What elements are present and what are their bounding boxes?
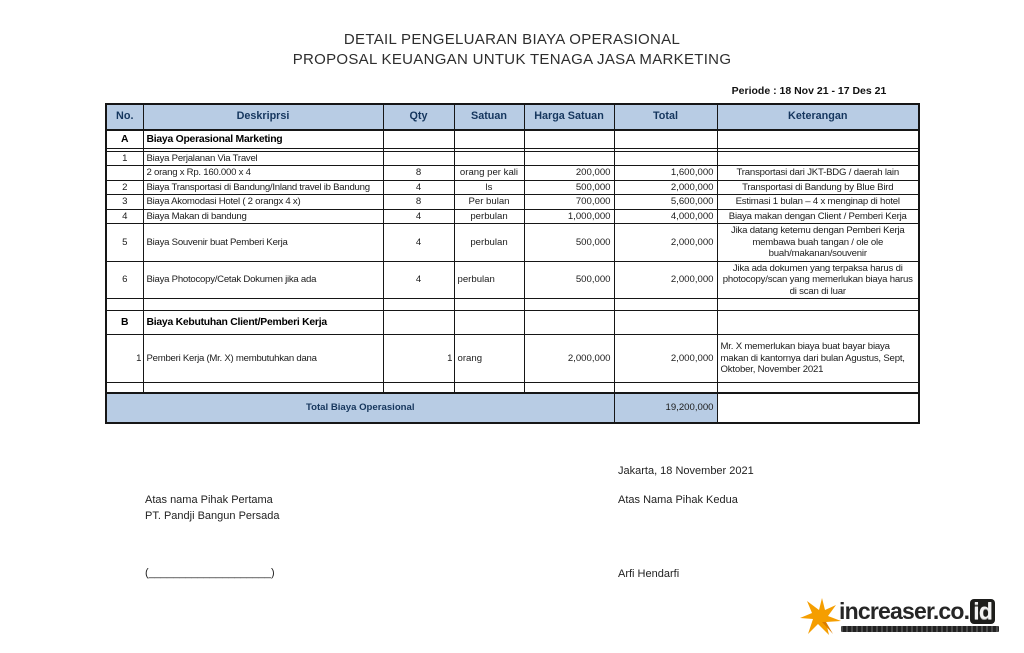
cell-empty — [524, 311, 614, 335]
column-header-deskripsi: Deskriprsi — [143, 104, 383, 130]
total-value: 19,200,000 — [614, 393, 717, 423]
title-line-1: DETAIL PENGELUARAN BIAYA OPERASIONAL — [343, 31, 681, 48]
cell-keterangan: Transportasi di Bandung by Blue Bird — [717, 180, 919, 195]
cell-desc: Biaya Makan di bandung — [143, 209, 383, 224]
cell-empty — [717, 299, 919, 311]
cell-empty — [524, 299, 614, 311]
column-header-satuan: Satuan — [454, 104, 524, 130]
watermark-brand-suffix: id — [970, 599, 995, 624]
cell-harga-satuan: 500,000 — [524, 180, 614, 195]
cell-qty: 4 — [383, 180, 454, 195]
table-row — [106, 224, 919, 262]
table-row — [106, 261, 919, 299]
cell-qty: 1 — [383, 335, 454, 383]
spacer-row — [106, 383, 919, 393]
cell-keterangan: Jika datang ketemu dengan Pemberi Kerja membawa buah tangan / ole ole buah/makanan/souvenir — [717, 224, 919, 262]
cell-no: 2 — [106, 180, 143, 195]
cell-total: 2,000,000 — [614, 335, 717, 383]
cell-empty — [717, 383, 919, 393]
cell-empty — [383, 130, 454, 148]
cell-empty — [717, 130, 919, 148]
column-header-keterangan: Keterangan — [717, 104, 919, 130]
page-title — [0, 30, 1024, 70]
spacer-row — [106, 299, 919, 311]
cell-no: 5 — [106, 224, 143, 262]
first-party-block — [145, 492, 280, 524]
cell-satuan: perbulan — [454, 209, 524, 224]
first-party-company: PT. Pandji Bangun Persada — [145, 510, 280, 522]
table-row — [106, 151, 919, 166]
cell-no: 1 — [106, 151, 143, 166]
cell-empty — [454, 130, 524, 148]
cell-total: 1,600,000 — [614, 166, 717, 181]
cell-harga-satuan: 500,000 — [524, 261, 614, 299]
column-header-harga-satuan: Harga Satuan — [524, 104, 614, 130]
cell-empty — [143, 383, 383, 393]
cell-no: B — [106, 311, 143, 335]
cell-empty — [717, 393, 919, 423]
cell-qty: 4 — [383, 261, 454, 299]
section-row-a — [106, 130, 919, 148]
cell-total: 4,000,000 — [614, 209, 717, 224]
total-row — [106, 393, 919, 423]
first-party-label: Atas nama Pihak Pertama — [145, 494, 273, 506]
spark-click-icon — [799, 597, 841, 637]
cell-empty — [614, 130, 717, 148]
cell-harga-satuan: 1,000,000 — [524, 209, 614, 224]
cell-desc: Biaya Kebutuhan Client/Pemberi Kerja — [143, 311, 383, 335]
cell-no: 3 — [106, 195, 143, 210]
cell-desc: Pemberi Kerja (Mr. X) membutuhkan dana — [143, 335, 383, 383]
cell-qty: 8 — [383, 195, 454, 210]
cell-harga-satuan: 700,000 — [524, 195, 614, 210]
cell-no: A — [106, 130, 143, 148]
cell-empty — [717, 151, 919, 166]
cell-empty — [383, 383, 454, 393]
cell-empty — [717, 311, 919, 335]
cell-keterangan: Biaya makan dengan Client / Pemberi Kerja — [717, 209, 919, 224]
section-row-b — [106, 311, 919, 335]
watermark-brand — [839, 598, 995, 625]
cell-desc: Biaya Photocopy/Cetak Dokumen jika ada — [143, 261, 383, 299]
cell-qty: 8 — [383, 166, 454, 181]
cell-empty — [524, 383, 614, 393]
cell-empty — [524, 130, 614, 148]
cell-no — [106, 166, 143, 181]
cell-empty — [143, 299, 383, 311]
cell-total: 2,000,000 — [614, 224, 717, 262]
cell-empty — [454, 311, 524, 335]
cell-harga-satuan: 2,000,000 — [524, 335, 614, 383]
cell-total: 2,000,000 — [614, 261, 717, 299]
cell-empty — [106, 383, 143, 393]
cell-empty — [383, 299, 454, 311]
second-party-label: Atas Nama Pihak Kedua — [618, 494, 738, 506]
cell-keterangan: Jika ada dokumen yang terpaksa harus di photocopy/scan yang memerlukan biaya harus di scan di luar — [717, 261, 919, 299]
cell-empty — [614, 311, 717, 335]
total-label: Total Biaya Operasional — [106, 393, 614, 423]
signature-date: Jakarta, 18 November 2021 — [618, 465, 754, 477]
watermark-logo — [799, 597, 1009, 641]
periode-label: Periode : 18 Nov 21 - 17 Des 21 — [731, 85, 887, 97]
watermark-tagline-bar — [841, 626, 999, 632]
cell-no: 1 — [106, 335, 143, 383]
cell-harga-satuan: 200,000 — [524, 166, 614, 181]
table-row — [106, 195, 919, 210]
cell-empty — [383, 311, 454, 335]
cell-satuan: orang per kali — [454, 166, 524, 181]
watermark-brand-text: increaser.co. — [839, 598, 970, 624]
table-row — [106, 166, 919, 181]
cell-empty — [106, 299, 143, 311]
expense-table — [105, 103, 920, 424]
cell-keterangan: Estimasi 1 bulan – 4 x menginap di hotel — [717, 195, 919, 210]
table-row — [106, 335, 919, 383]
cell-empty — [524, 151, 614, 166]
cell-empty — [614, 383, 717, 393]
cell-no: 6 — [106, 261, 143, 299]
cell-desc: Biaya Souvenir buat Pemberi Kerja — [143, 224, 383, 262]
cell-desc: Biaya Transportasi di Bandung/Inland travel ib Bandung — [143, 180, 383, 195]
cell-empty — [454, 151, 524, 166]
cell-desc: Biaya Akomodasi Hotel ( 2 orangx 4 x) — [143, 195, 383, 210]
cell-keterangan: Mr. X memerlukan biaya buat bayar biaya makan di kantornya dari bulan Agustus, Sept, Oktober, November 2021 — [717, 335, 919, 383]
cell-satuan: perbulan — [454, 224, 524, 262]
table-header-row — [106, 104, 919, 130]
column-header-no: No. — [106, 104, 143, 130]
signature-line: (____________________) — [145, 567, 275, 579]
cell-empty — [454, 383, 524, 393]
cell-total: 2,000,000 — [614, 180, 717, 195]
cell-empty — [383, 151, 454, 166]
cell-no: 4 — [106, 209, 143, 224]
column-header-qty: Qty — [383, 104, 454, 130]
cell-empty — [614, 151, 717, 166]
cell-qty: 4 — [383, 224, 454, 262]
cell-satuan: ls — [454, 180, 524, 195]
cell-satuan: orang — [454, 335, 524, 383]
table-row — [106, 180, 919, 195]
cell-qty: 4 — [383, 209, 454, 224]
cell-desc: 2 orang x Rp. 160.000 x 4 — [143, 166, 383, 181]
table-row — [106, 209, 919, 224]
cell-satuan: perbulan — [454, 261, 524, 299]
cell-desc: Biaya Perjalanan Via Travel — [143, 151, 383, 166]
cell-desc: Biaya Operasional Marketing — [143, 130, 383, 148]
second-party-name: Arfi Hendarfi — [618, 568, 680, 580]
cell-harga-satuan: 500,000 — [524, 224, 614, 262]
cell-keterangan: Transportasi dari JKT-BDG / daerah lain — [717, 166, 919, 181]
cell-empty — [454, 299, 524, 311]
column-header-total: Total — [614, 104, 717, 130]
title-line-2: PROPOSAL KEUANGAN UNTUK TENAGA JASA MARKETING — [292, 51, 732, 68]
cell-satuan: Per bulan — [454, 195, 524, 210]
cell-total: 5,600,000 — [614, 195, 717, 210]
cell-empty — [614, 299, 717, 311]
